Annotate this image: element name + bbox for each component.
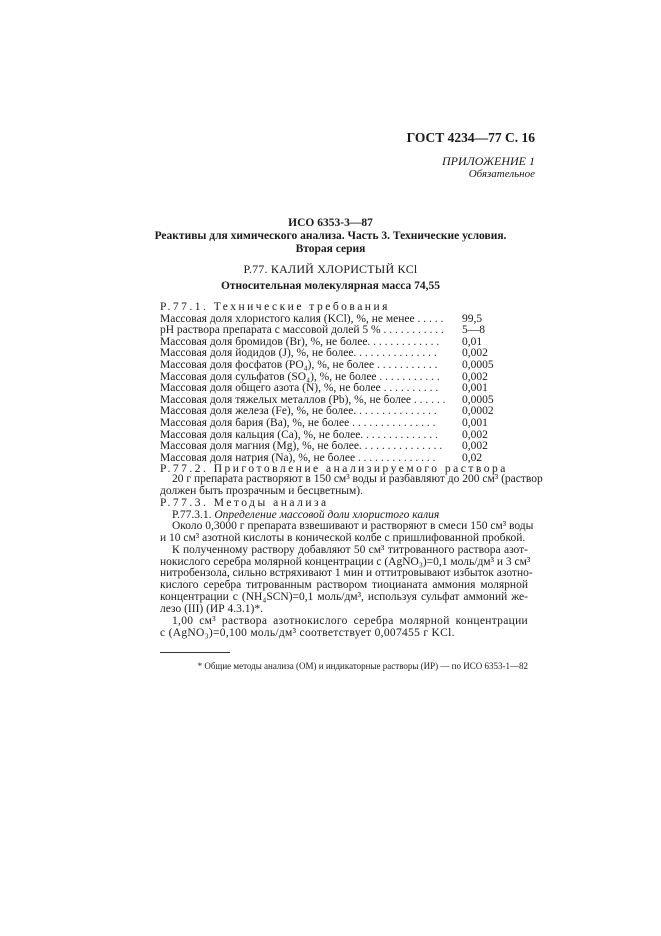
requirements-table (160, 314, 528, 465)
requirement-value: 0,0002 (462, 405, 494, 418)
footnote-divider (160, 652, 230, 653)
paragraph-2 (160, 544, 533, 615)
requirement-value: 0,002 (462, 428, 488, 441)
requirement-value: 0,002 (462, 440, 488, 453)
text-line: и 10 см³ азотной кислоты в конической колбе с пришлифованной пробкой. (160, 531, 526, 544)
molar-mass: Относительная молекулярная масса 74,55 (220, 280, 441, 292)
requirement-value: 0,001 (462, 382, 488, 395)
requirement-value: 0,002 (462, 370, 488, 383)
text-line: кислого серебра титрованным раствором тиоцианата аммония молярной (160, 579, 528, 592)
standard-title-line: Реактивы для химического анализа. Часть 3. Технические условия. (154, 230, 507, 242)
paragraph-1 (160, 520, 534, 544)
page-header: ГОСТ 4234—77 С. 16 (406, 130, 535, 145)
requirement-label: Массовая доля хлористого калия (KCl), %, не менее . . . . . (160, 313, 444, 325)
text-line: 20 г препарата растворяют в 150 см³ воды и разбавляют до 200 см³ (раствор (172, 473, 543, 485)
requirement-row (160, 360, 528, 372)
text-line: c (AgNO₃)=0,100 моль/дм³ соответствует 0,007455 г KCl. (160, 626, 455, 639)
appendix-status: Обязательное (468, 168, 535, 180)
requirement-value: 0,01 (462, 335, 483, 348)
requirement-label: Массовая доля фосфатов (PO₄), %, не более . . . . . . . . . . . (160, 359, 438, 371)
requirement-value: 0,0005 (462, 393, 494, 406)
requirement-value: 0,02 (462, 451, 483, 464)
requirement-row (160, 441, 528, 453)
requirement-label: Массовая доля бария (Ba), %, не более . . . . . . . . . . . . . . . (160, 417, 436, 429)
requirement-row (160, 418, 528, 430)
preparation-text (160, 473, 543, 497)
standard-title-line: Вторая серия (295, 243, 366, 255)
requirements-block (160, 302, 528, 476)
text-line: нитробензола, сильно встряхивают 1 мин и оттитровывают избыток азотно- (160, 567, 533, 580)
requirement-label: Массовая доля общего азота (N), %, не более . . . . . . . . . . (160, 383, 439, 395)
requirement-label: pH раствора препарата с массовой долей 5 % . . . . . . . . . . . (160, 325, 444, 337)
preparation-heading: Р.77.2. Приготовление анализируемого раствора (160, 463, 508, 476)
requirement-value: 5—8 (462, 324, 485, 337)
text-line: 1,00 см³ раствора азотнокислого серебра молярной концентрации (172, 615, 528, 627)
subheading-number: Р.77.3.1. (172, 508, 212, 521)
requirement-value: 0,001 (462, 416, 488, 429)
requirement-label: Массовая доля железа (Fe), %, не более. . . . . . . . . . . . . . . (160, 406, 437, 418)
standard-title (0, 230, 661, 256)
text-line: лезо (III) (ИР 4.3.1)*. (160, 602, 263, 615)
requirement-label: Массовая доля магния (Mg), %, не более. . . . . . . . . . . . . . . (160, 441, 443, 453)
requirement-label: Массовая доля кальция (Ca), %, не более. . . . . . . . . . . . . . (160, 429, 438, 441)
text-line: нокислого серебра молярной концентрации c (AgNO₃)=0,1 моль/дм³ и 3 см³ (160, 555, 531, 568)
footnote: * Общие методы анализа (ОМ) и индикаторные растворы (ИР) — по ИСО 6353-1—82 (197, 661, 528, 671)
standard-code: ИСО 6353-3—87 (288, 217, 373, 229)
requirement-value: 99,5 (462, 312, 483, 325)
text-line: должен быть прозрачным и бесцветным). (160, 484, 363, 497)
requirement-value: 0,0005 (462, 358, 494, 371)
appendix-label (442, 155, 535, 181)
appendix-title: ПРИЛОЖЕНИЕ 1 (442, 154, 535, 168)
requirement-label: Массовая доля натрия (Na), %, не более . . . . . . . . . . . . . . (160, 452, 436, 464)
subheading-title: Определение массовой доли хлористого калия (214, 508, 440, 521)
requirement-label: Массовая доля бромидов (Br), %, не более. . . . . . . . . . . . . (160, 336, 440, 348)
paragraph-3 (160, 616, 528, 639)
requirement-label: Массовая доля сульфатов (SO₄), %, не более . . . . . . . . . . . (160, 371, 440, 383)
requirement-label: Массовая доля тяжелых металлов (Pb), %, не более . . . . . . (160, 394, 446, 406)
text-line: концентрации c (NH₄SCN)=0,1 моль/дм³, используя сульфат аммоний же- (160, 590, 528, 603)
section-heading: Р.77. КАЛИЙ ХЛОРИСТЫЙ КCl (243, 262, 418, 276)
requirement-label: Массовая доля йодидов (J), %, не более. . . . . . . . . . . . . . . (160, 348, 437, 360)
requirements-heading: Р.77.1. Технические требования (160, 301, 390, 313)
methods-heading: Р.77.3. Методы анализа (160, 497, 329, 509)
requirement-row (160, 383, 528, 395)
text-line: К полученному раствору добавляют 50 см³ титрованного раствора азот- (172, 544, 528, 556)
methods-block (160, 498, 528, 521)
text-line: Около 0,3000 г препарата взвешивают и растворяют в смеси 150 см³ воды (172, 520, 534, 532)
requirement-value: 0,002 (462, 347, 488, 360)
